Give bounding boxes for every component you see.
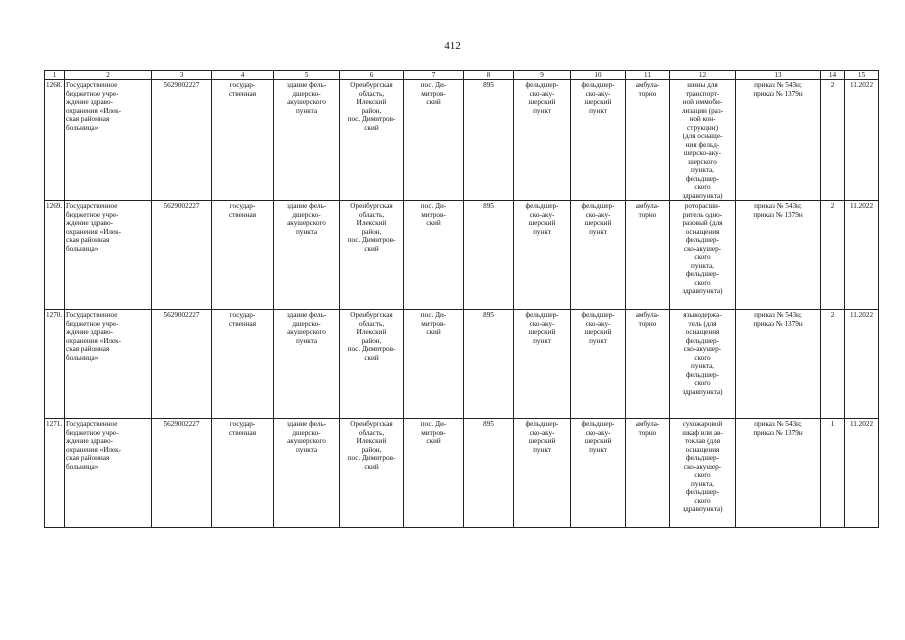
facility-unit: фельдшер- ско-аку- шерский пункт	[571, 201, 626, 310]
quantity: 1	[821, 419, 845, 528]
equipment: сухожаровой шкаф или ав- токлав (для оснащения фельдшер- ско-акушер- ского пункта, фельдшер- ского здравпункта)	[670, 419, 736, 528]
column-number: 12	[670, 71, 736, 80]
settlement: пос. Ди- митров- ский	[404, 419, 464, 528]
table-row	[45, 419, 879, 528]
facility-type: фельдшер- ско-аку- шерский пункт	[514, 80, 571, 201]
facility-unit: фельдшер- ско-аку- шерский пункт	[571, 310, 626, 419]
row-number: 1271.	[45, 419, 65, 528]
facility-type: фельдшер- ско-аку- шерский пункт	[514, 419, 571, 528]
organization-name: Государственное бюджетное учре- ждение здраво- охранения «Илек- ская районная больница»	[65, 80, 152, 201]
column-number: 3	[152, 71, 212, 80]
column-number: 7	[404, 71, 464, 80]
care-conditions: амбула- торно	[626, 310, 670, 419]
date: 11.2022	[845, 80, 879, 201]
quantity: 2	[821, 310, 845, 419]
equipment: шины для транспорт- ной иммоби- лизации (раз- ной кон- струкции) (для оснаще- ния фельд- шерско-аку- шерского пункта, фельдшер- ского здравпункта)	[670, 80, 736, 201]
organization-name: Государственное бюджетное учре- ждение здраво- охранения «Илек- ская районная больница»	[65, 201, 152, 310]
order-reference: приказ № 543н; приказ № 1379н	[736, 201, 821, 310]
inn: 5629002227	[152, 201, 212, 310]
settlement: пос. Ди- митров- ский	[404, 201, 464, 310]
quantity: 2	[821, 201, 845, 310]
column-number: 5	[274, 71, 340, 80]
equipment: языкодержа- тель (для оснащения фельдшер- ско-акушер- ского пункта, фельдшер- ского здравпункта)	[670, 310, 736, 419]
date: 11.2022	[845, 310, 879, 419]
inn: 5629002227	[152, 310, 212, 419]
column-number: 15	[845, 71, 879, 80]
order-reference: приказ № 543н; приказ № 1379н	[736, 80, 821, 201]
row-number: 1268.	[45, 80, 65, 201]
settlement: пос. Ди- митров- ский	[404, 310, 464, 419]
address: Оренбургская область, Илекский район, пос. Димитров- ский	[340, 310, 404, 419]
table-row	[45, 201, 879, 310]
column-number: 14	[821, 71, 845, 80]
column-number: 4	[212, 71, 274, 80]
address: Оренбургская область, Илекский район, пос. Димитров- ский	[340, 80, 404, 201]
row-number: 1270.	[45, 310, 65, 419]
ownership: государ- ственная	[212, 419, 274, 528]
column-number-row	[45, 71, 879, 80]
population: 895	[464, 80, 514, 201]
column-number: 1	[45, 71, 65, 80]
date: 11.2022	[845, 201, 879, 310]
organization-name: Государственное бюджетное учре- ждение здраво- охранения «Илек- ская районная больница»	[65, 419, 152, 528]
care-conditions: амбула- торно	[626, 419, 670, 528]
inn: 5629002227	[152, 419, 212, 528]
equipment: ротораcши- ритель одно- разовый (для оснащения фельдшер- ско-акушер- ского пункта, фельдшер- ского здравпункта)	[670, 201, 736, 310]
order-reference: приказ № 543н; приказ № 1379н	[736, 419, 821, 528]
table-row	[45, 310, 879, 419]
column-number: 9	[514, 71, 571, 80]
column-number: 10	[571, 71, 626, 80]
care-conditions: амбула- торно	[626, 80, 670, 201]
ownership: государ- ственная	[212, 80, 274, 201]
page-number: 412	[444, 40, 461, 52]
building: здание фель- дшерско- акушерского пункта	[274, 80, 340, 201]
registry-table	[44, 70, 879, 528]
column-number: 13	[736, 71, 821, 80]
table-row	[45, 80, 879, 201]
order-reference: приказ № 543н; приказ № 1379н	[736, 310, 821, 419]
row-number: 1269.	[45, 201, 65, 310]
column-number: 6	[340, 71, 404, 80]
building: здание фель- дшерско- акушерского пункта	[274, 201, 340, 310]
quantity: 2	[821, 80, 845, 201]
population: 895	[464, 201, 514, 310]
facility-type: фельдшер- ско-аку- шерский пункт	[514, 310, 571, 419]
column-number: 2	[65, 71, 152, 80]
column-number: 11	[626, 71, 670, 80]
building: здание фель- дшерско- акушерского пункта	[274, 419, 340, 528]
column-number: 8	[464, 71, 514, 80]
ownership: государ- ственная	[212, 310, 274, 419]
ownership: государ- ственная	[212, 201, 274, 310]
population: 895	[464, 419, 514, 528]
facility-unit: фельдшер- ско-аку- шерский пункт	[571, 419, 626, 528]
facility-unit: фельдшер- ско-аку- шерский пункт	[571, 80, 626, 201]
building: здание фель- дшерско- акушерского пункта	[274, 310, 340, 419]
inn: 5629002227	[152, 80, 212, 201]
population: 895	[464, 310, 514, 419]
date: 11.2022	[845, 419, 879, 528]
address: Оренбургская область, Илекский район, пос. Димитров- ский	[340, 201, 404, 310]
facility-type: фельдшер- ско-аку- шерский пункт	[514, 201, 571, 310]
settlement: пос. Ди- митров- ский	[404, 80, 464, 201]
address: Оренбургская область, Илекский район, пос. Димитров- ский	[340, 419, 404, 528]
care-conditions: амбула- торно	[626, 201, 670, 310]
organization-name: Государственное бюджетное учре- ждение здраво- охранения «Илек- ская районная больница»	[65, 310, 152, 419]
